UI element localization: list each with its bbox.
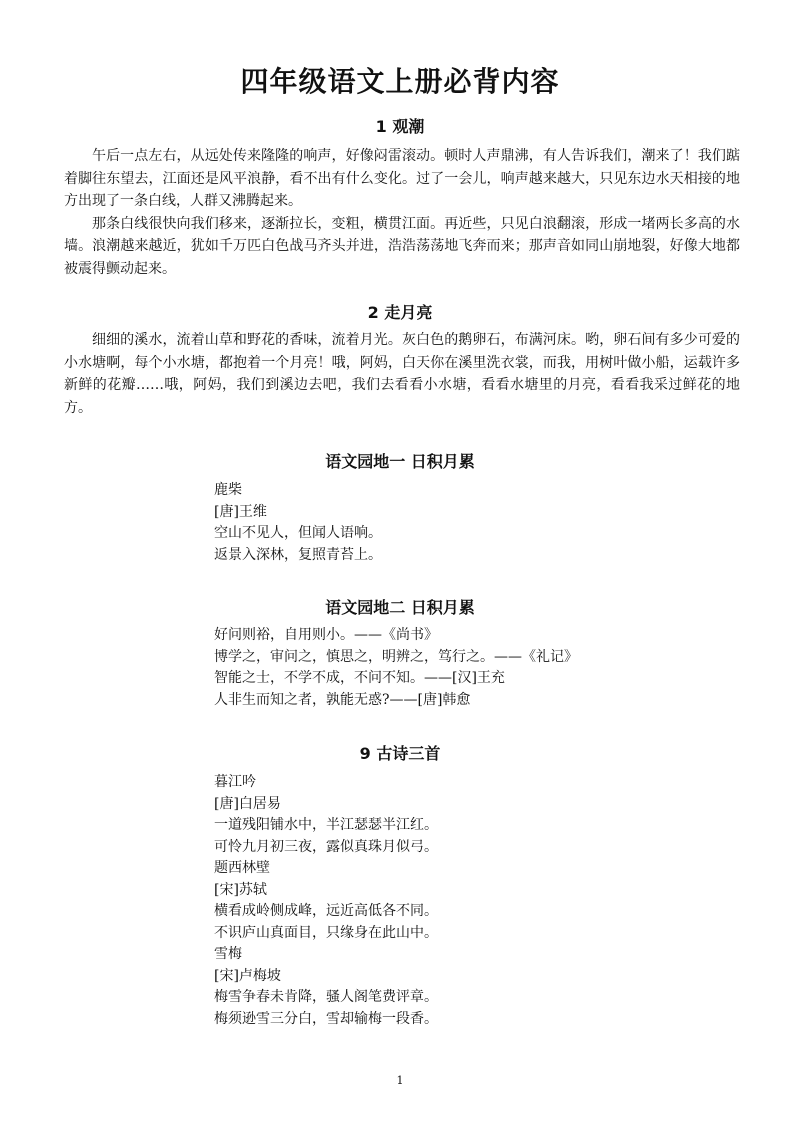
page-title: 四年级语文上册必背内容	[240, 65, 560, 98]
paragraph: 细细的溪水，流着山草和野花的香味，流着月光。灰白色的鹅卵石，布满河床。哟，卵石间有多少可爱的小水塘啊，每个小水塘，都抱着一个月亮！哦，阿妈，白天你在溪里洗衣裳，而我，用树叶做小船，运载许多新鲜的花瓣……哦，阿妈，我们到溪边去吧，我们去看看小水塘，看看水塘里的月亮，看看我采过鲜花的地方。	[64, 332, 740, 416]
poem-line: 不识庐山真面目，只缘身在此山中。	[214, 924, 438, 941]
section-body-guanchao	[64, 145, 740, 280]
page-number: 1	[396, 1074, 404, 1087]
paragraph: 那条白线很快向我们移来，逐渐拉长，变粗，横贯江面。再近些，只见白浪翻滚，形成一堵两长多高的水墙。浪潮越来越近，犹如千万匹白色战马齐头并进，浩浩荡荡地飞奔而来；那声音如同山崩地裂，好像大地都被震得颤动起来。	[64, 215, 740, 277]
poem-line: 返景入深林，复照青苔上。	[214, 546, 382, 563]
poem-title: 题西林壁	[214, 860, 270, 876]
poem-line: 横看成岭侧成峰，远近高低各不同。	[214, 903, 438, 919]
quote-line: 智能之士，不学不成，不问不知。——[汉]王充	[214, 670, 505, 686]
poems-list	[214, 772, 754, 1030]
poem-luzhai	[214, 480, 754, 566]
section-heading-garden-one: 语文园地一 日积月累	[325, 452, 475, 471]
poem-author: [宋]卢梅坡	[214, 967, 281, 984]
poem-author: [宋]苏轼	[214, 881, 267, 898]
section-heading-garden-two: 语文园地二 日积月累	[325, 598, 475, 617]
quote-line: 博学之，审问之，慎思之，明辨之，笃行之。——《礼记》	[214, 648, 578, 665]
section-heading-zouyueliang: 2 走月亮	[367, 303, 433, 322]
poem-author: [唐]白居易	[214, 795, 281, 812]
poem-author: [唐]王维	[214, 503, 267, 520]
poem-line: 梅须逊雪三分白，雪却输梅一段香。	[214, 1010, 438, 1027]
poem-title: 雪梅	[214, 946, 242, 962]
quote-line: 好问则裕，自用则小。——《尚书》	[214, 627, 438, 643]
poem-title: 鹿柴	[214, 482, 242, 498]
quote-line: 人非生而知之者，孰能无惑?——[唐]韩愈	[214, 691, 471, 708]
paragraph: 午后一点左右，从远处传来隆隆的响声，好像闷雷滚动。顿时人声鼎沸，有人告诉我们，潮来了！我们踮着脚往东望去，江面还是风平浪静，看不出有什么变化。过了一会儿，响声越来越大，只见东边水天相接的地方出现了一条白线，人群又沸腾起来。	[64, 148, 740, 209]
poem-title: 暮江吟	[214, 774, 256, 790]
poem-line: 空山不见人，但闻人语响。	[214, 525, 382, 541]
section-heading-guanchao: 1 观潮	[375, 117, 425, 136]
poem-line: 一道残阳铺水中，半江瑟瑟半江红。	[214, 817, 438, 833]
poem-line: 可怜九月初三夜，露似真珠月似弓。	[214, 838, 438, 855]
quotes-list	[214, 625, 754, 711]
poem-line: 梅雪争春未肯降，骚人阁笔费评章。	[214, 989, 438, 1005]
section-heading-three-poems: 9 古诗三首	[359, 744, 441, 763]
section-body-zouyueliang	[64, 329, 740, 419]
